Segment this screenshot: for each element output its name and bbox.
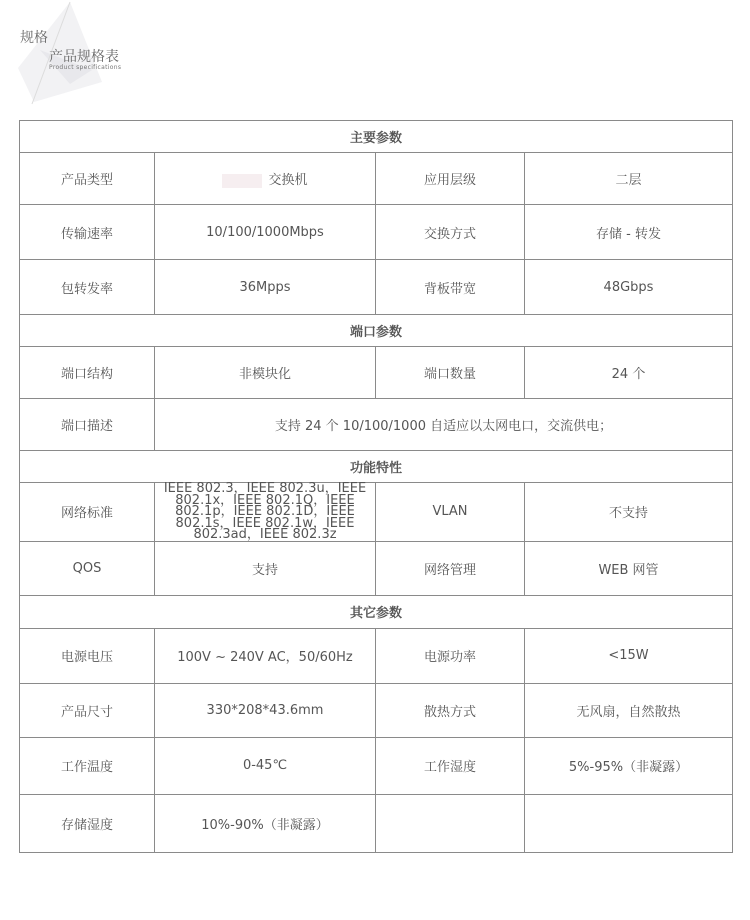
spec-label: 端口结构 [20, 347, 155, 399]
spec-label: 网络管理 [376, 541, 525, 595]
table-row [20, 683, 733, 737]
spec-label: 工作湿度 [376, 737, 525, 794]
spec-label: 背板带宽 [376, 260, 525, 315]
spec-value: 36Mpps [155, 260, 376, 315]
spec-label [376, 794, 525, 852]
spec-value: 存储 - 转发 [525, 205, 733, 260]
spec-value: WEB 网管 [525, 541, 733, 595]
table-row [20, 483, 733, 542]
spec-value: 非模块化 [155, 347, 376, 399]
table-row [20, 347, 733, 399]
section-header-row [20, 595, 733, 628]
header-decoration [0, 0, 300, 110]
spec-label: 交换方式 [376, 205, 525, 260]
header-title: 产品规格表 [49, 49, 119, 65]
spec-label: 网络标准 [20, 483, 155, 542]
spec-label: 端口描述 [20, 399, 155, 451]
section-title: 端口参数 [20, 315, 733, 347]
table-row [20, 541, 733, 595]
table-row [20, 794, 733, 852]
spec-value: 二层 [525, 153, 733, 205]
spec-value: IEEE 802.3，IEEE 802.3u，IEEE 802.1x，IEEE 802.1Q，IEEE 802.1p，IEEE 802.1D，IEEE 802.1s，IEEE 802.1w，IEEE 802.3ad，IEEE 802.3z [155, 483, 376, 542]
table-row [20, 153, 733, 205]
table-row [20, 399, 733, 451]
section-header-row [20, 315, 733, 347]
spec-label: 端口数量 [376, 347, 525, 399]
spec-value: 支持 [155, 541, 376, 595]
spec-value: 10%-90%（非凝露） [155, 794, 376, 852]
spec-label: 电源电压 [20, 628, 155, 683]
spec-label: VLAN [376, 483, 525, 542]
section-title: 其它参数 [20, 595, 733, 628]
spec-label: 产品类型 [20, 153, 155, 205]
spec-label: 产品尺寸 [20, 683, 155, 737]
section-header-row [20, 121, 733, 153]
header-title-en: Product specifications [49, 64, 122, 71]
spec-label: 存储湿度 [20, 794, 155, 852]
spec-table [19, 120, 733, 853]
spec-label: 散热方式 [376, 683, 525, 737]
spec-value: 10/100/1000Mbps [155, 205, 376, 260]
spec-value-text: 交换机 [268, 173, 308, 188]
spec-label: QOS [20, 541, 155, 595]
spec-label: 包转发率 [20, 260, 155, 315]
spec-label: 应用层级 [376, 153, 525, 205]
spec-value: 24 个 [525, 347, 733, 399]
spec-value [155, 153, 376, 205]
table-row [20, 205, 733, 260]
spec-value: 支持 24 个 10/100/1000 自适应以太网电口，交流供电； [155, 399, 733, 451]
spec-value: 330*208*43.6mm [155, 683, 376, 737]
spec-label: 工作温度 [20, 737, 155, 794]
spec-label: 传输速率 [20, 205, 155, 260]
spec-label: 电源功率 [376, 628, 525, 683]
spec-value: <15W [525, 628, 733, 683]
redacted-brand [222, 174, 262, 188]
spec-value: 不支持 [525, 483, 733, 542]
spec-value [525, 794, 733, 852]
spec-value: 48Gbps [525, 260, 733, 315]
spec-value: 100V ~ 240V AC，50/60Hz [155, 628, 376, 683]
spec-value: 无风扇，自然散热 [525, 683, 733, 737]
page-header [0, 0, 300, 110]
section-title: 主要参数 [20, 121, 733, 153]
table-row [20, 628, 733, 683]
table-row [20, 260, 733, 315]
spec-value: 5%-95%（非凝露） [525, 737, 733, 794]
header-title-short: 规格 [20, 30, 48, 46]
table-row [20, 737, 733, 794]
spec-value: 0-45℃ [155, 737, 376, 794]
section-title: 功能特性 [20, 451, 733, 483]
section-header-row [20, 451, 733, 483]
